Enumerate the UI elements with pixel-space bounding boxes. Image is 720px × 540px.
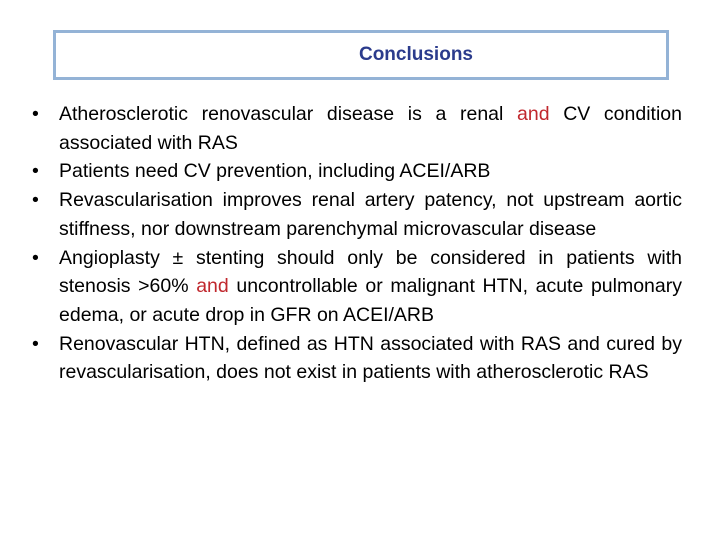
emphasis-and: and [196,275,229,298]
bullet-item-5 [32,330,682,387]
bullet-item-4 [32,244,682,330]
slide-title: Conclusions [358,44,473,65]
bullet-mark: • [32,189,39,212]
bullet-item-1 [32,100,682,157]
bullet-text: Renovascular HTN, defined as HTN associated with RAS and cured by revascularisation, does not exist in patients with atherosclerotic RAS [59,332,682,384]
bullet-mark: • [32,332,39,355]
bullet-item-2 [32,157,682,186]
bullet-mark: • [32,103,39,125]
emphasis-and: and [517,103,550,125]
bullet-mark: • [32,160,39,183]
title-box [53,30,669,80]
bullet-text: Angioplasty ± stenting should only be considered in patients with stenosis >60% and uncontrollable or malignant HTN, acute pulmonary edema, or acute drop in GFR on ACEI/ARB [59,246,682,326]
bullet-text: Patients need CV prevention, including ACEI/ARB [59,160,491,183]
bullet-item-3 [32,186,682,243]
bullet-list [32,100,682,387]
bullet-text: Revascularisation improves renal artery patency, not upstream aortic stiffness, nor downstream parenchymal microvascular disease [59,189,682,240]
bullet-text: Atherosclerotic renovascular disease is a renal and CV condition associated with RAS [59,103,682,154]
bullet-mark: • [32,246,39,269]
